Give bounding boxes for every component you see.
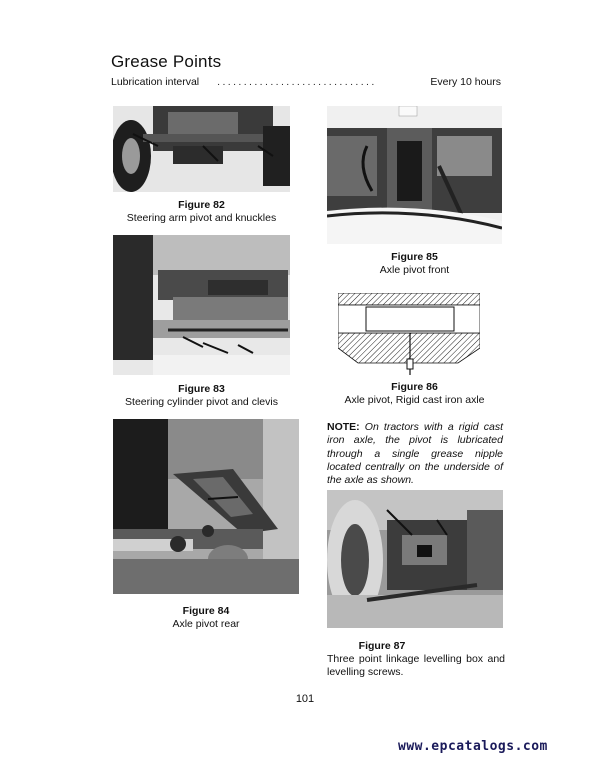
figure-83-number: Figure 83 (178, 383, 225, 395)
figure-84-photo (113, 419, 299, 594)
figure-82-number: Figure 82 (178, 199, 225, 211)
figure-87-caption (327, 640, 505, 679)
figure-83-photo (113, 235, 290, 375)
figure-85-text: Axle pivot front (379, 264, 450, 276)
figure-85-photo (327, 106, 502, 244)
figure-86-caption (327, 381, 502, 407)
figure-82-photo (113, 106, 290, 192)
figure-84-number: Figure 84 (182, 605, 230, 617)
figure-84-text: Axle pivot rear (172, 618, 240, 630)
figure-87-photo (327, 490, 503, 628)
note-text: On tractors with a rigid cast iron axle, the pivot is lubricated through a single grease nipple located centrally on the underside of the axle as shown. (327, 421, 503, 487)
interval-value: Every 10 hours (430, 76, 501, 88)
interval-leader: .............................. (217, 76, 377, 88)
figure-85-caption (327, 251, 502, 277)
figure-86-text: Axle pivot, Rigid cast iron axle (344, 394, 485, 406)
page-number: 101 (295, 693, 315, 705)
figure-86-number: Figure 86 (391, 381, 438, 393)
figure-83-caption (113, 383, 290, 409)
figure-83-text: Steering cylinder pivot and clevis (125, 396, 278, 408)
figure-87-text: Three point linkage levelling box and levelling screws. (327, 653, 505, 678)
figure-87-number: Figure 87 (358, 640, 406, 652)
figure-82-caption (113, 199, 290, 225)
interval-label: Lubrication interval (111, 76, 200, 88)
figure-84-caption (113, 605, 299, 631)
figure-86-diagram (338, 293, 480, 375)
note-paragraph (327, 421, 503, 487)
figure-85-number: Figure 85 (391, 251, 438, 263)
note-label: NOTE: (327, 421, 360, 433)
lubrication-interval (111, 76, 501, 88)
page-title: Grease Points (111, 52, 222, 71)
watermark: www.epcatalogs.com (398, 739, 548, 754)
figure-82-text: Steering arm pivot and knuckles (126, 212, 277, 224)
